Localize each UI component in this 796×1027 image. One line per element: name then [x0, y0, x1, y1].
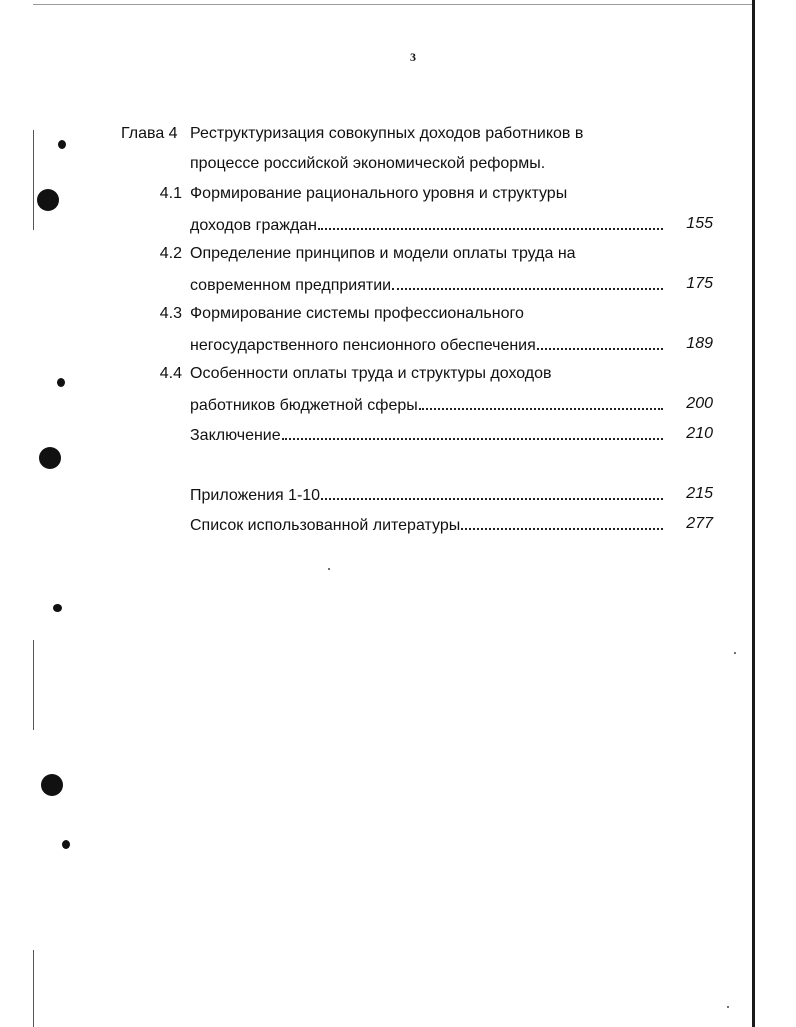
section-page: 189	[686, 335, 713, 352]
dot-leader	[321, 484, 663, 500]
punch-mark	[53, 604, 62, 612]
scan-speck	[734, 652, 736, 654]
binder-hole	[41, 774, 63, 796]
section-title-line1: Формирование рационального уровня и структуры	[190, 185, 568, 202]
page-number: 3	[410, 50, 416, 64]
toc-entry-leader[interactable]	[190, 334, 663, 356]
dot-leader	[392, 274, 663, 290]
scan-speck	[328, 568, 330, 570]
toc-entry-leader[interactable]	[190, 394, 663, 416]
section-number: 4.3	[159, 305, 182, 322]
section-number: 4.1	[159, 185, 182, 202]
scan-speck	[727, 1006, 729, 1008]
toc-entry-leader[interactable]	[190, 214, 663, 236]
section-number: 4.2	[159, 245, 182, 262]
scan-left-mark	[33, 950, 34, 1027]
section-page: 200	[686, 395, 713, 412]
toc-entry-conclusion[interactable]	[190, 424, 663, 446]
section-title-line1: Особенности оплаты труда и структуры доходов	[190, 365, 552, 382]
binder-hole	[37, 189, 59, 211]
appendices-page: 215	[686, 485, 713, 502]
section-title-line2: негосударственного пенсионного обеспечения	[190, 337, 536, 354]
scan-left-mark	[33, 640, 34, 730]
section-title-line1: Формирование системы профессионального	[190, 305, 524, 322]
section-number: 4.4	[159, 365, 182, 382]
dot-leader	[537, 334, 663, 350]
section-title-line1: Определение принципов и модели оплаты труда на	[190, 245, 576, 262]
toc-entry-appendices[interactable]	[190, 484, 663, 506]
punch-mark	[57, 378, 65, 387]
section-title-line2: работников бюджетной сферы	[190, 397, 418, 414]
binder-hole	[39, 447, 61, 469]
scan-left-mark	[33, 130, 34, 230]
bibliography-page: 277	[686, 515, 713, 532]
dot-leader	[461, 514, 663, 530]
chapter-title-line2: процессе российской экономической реформы.	[190, 155, 546, 172]
dot-leader	[419, 394, 663, 410]
appendices-label: Приложения 1-10	[190, 487, 321, 504]
section-page: 155	[686, 215, 713, 232]
scan-right-edge	[752, 0, 755, 1027]
punch-mark	[58, 140, 66, 149]
punch-mark	[62, 840, 70, 849]
chapter-title-line1: Реструктуризация совокупных доходов работников в	[190, 125, 584, 142]
toc-entry-bibliography[interactable]	[190, 514, 663, 536]
section-title-line2: современном предприятии	[190, 277, 392, 294]
scan-top-edge	[33, 4, 755, 5]
section-title-line2: доходов граждан	[190, 217, 318, 234]
conclusion-label: Заключение	[190, 427, 281, 444]
section-page: 175	[686, 275, 713, 292]
toc-entry-leader[interactable]	[190, 274, 663, 296]
conclusion-page: 210	[686, 425, 713, 442]
dot-leader	[282, 424, 663, 440]
dot-leader	[318, 214, 663, 230]
chapter-label: Глава 4	[121, 125, 178, 142]
bibliography-label: Список использованной литературы	[190, 517, 461, 534]
